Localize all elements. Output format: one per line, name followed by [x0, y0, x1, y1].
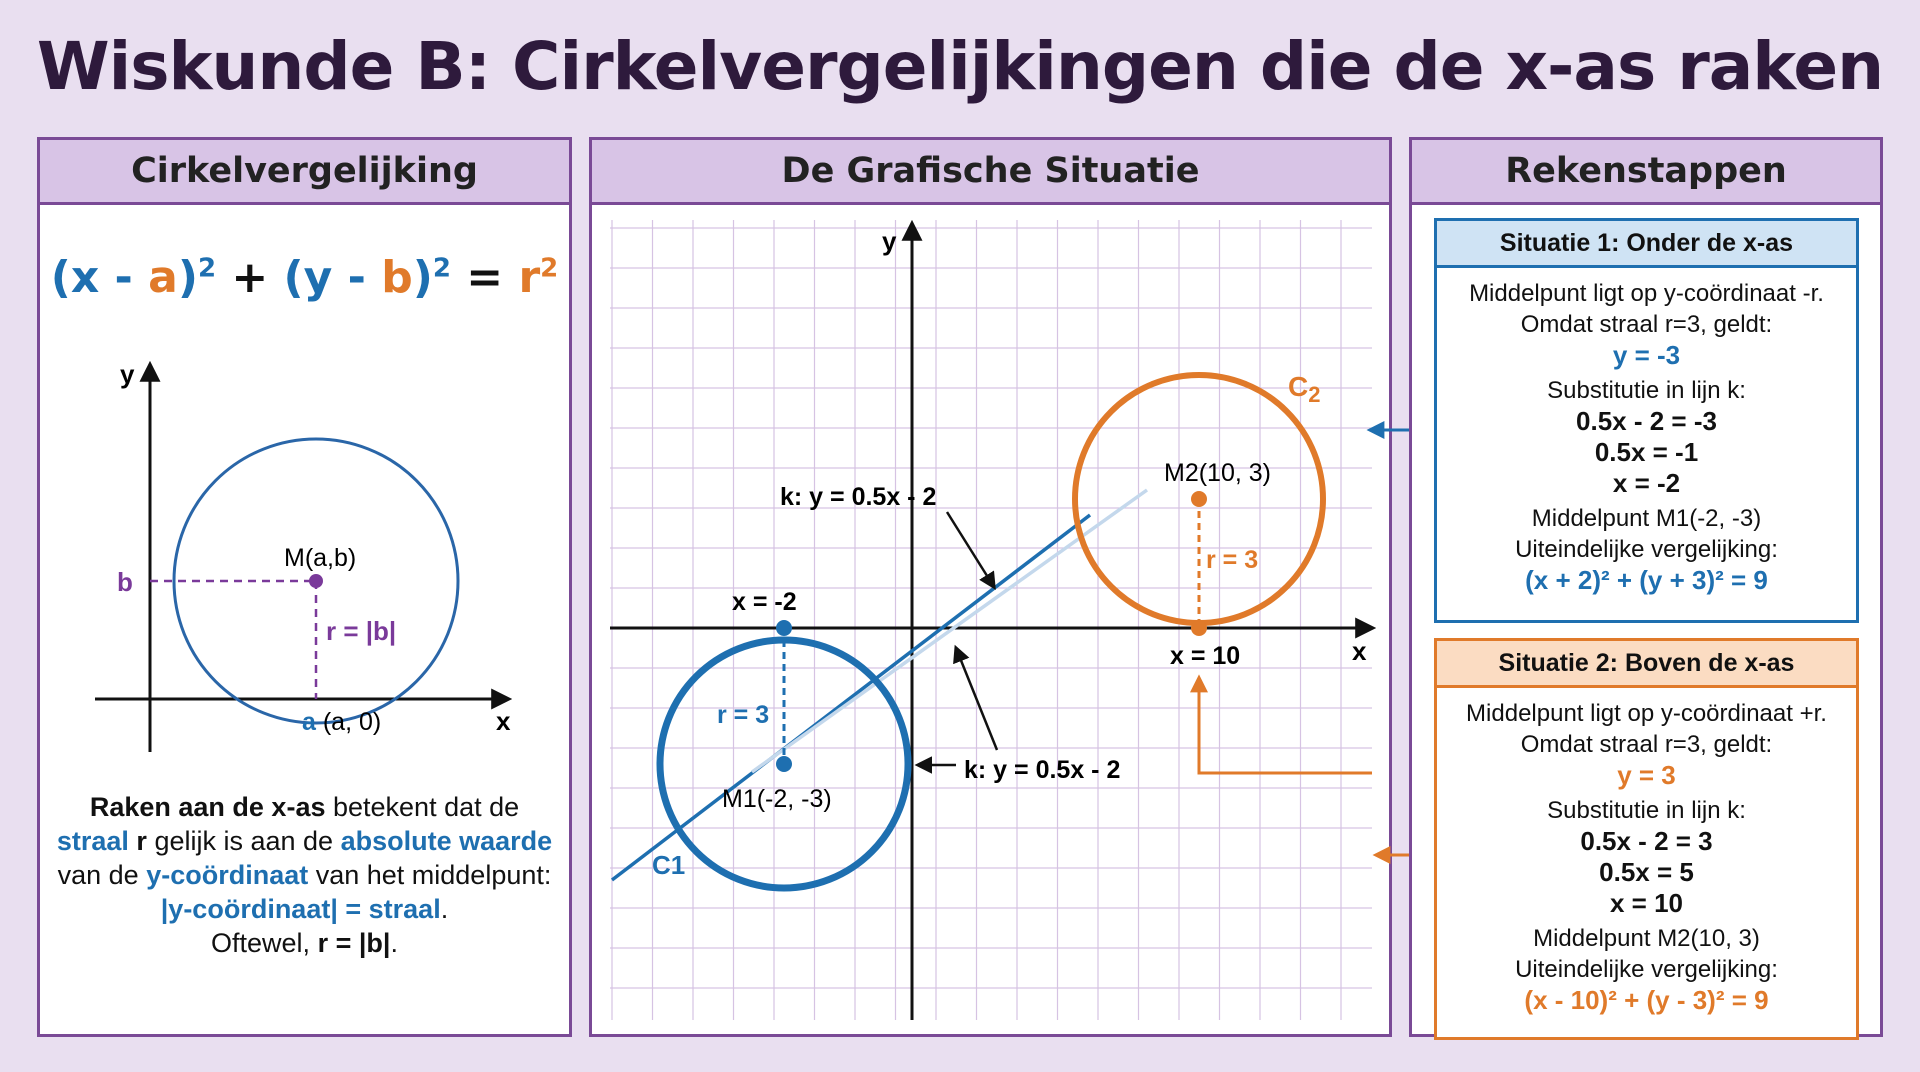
- formula-minus-1: -: [99, 252, 149, 303]
- c1-label: C1: [652, 850, 686, 880]
- formula-b: b: [381, 252, 413, 303]
- situatie-2-line: Omdat straal r=3, geldt:: [1520, 731, 1773, 758]
- situatie-2-final: (x - 10)² + (y - 3)² = 9: [1524, 985, 1769, 1015]
- situatie-2-step: 0.5x - 2 = 3: [1580, 826, 1713, 856]
- k-arrow-top: [947, 512, 994, 587]
- r1-label: r = 3: [717, 701, 770, 729]
- explain-rule: |y-coördinaat| = straal: [160, 894, 441, 924]
- explain-text: van de: [57, 860, 147, 890]
- panel-graph: [589, 137, 1392, 1037]
- c2-label-sub: 2: [1308, 382, 1321, 407]
- explain-term-r: r: [128, 826, 147, 856]
- situatie-1-step: x = -2: [1612, 468, 1681, 498]
- b-label: b: [117, 567, 133, 597]
- line-k-faded: [752, 490, 1147, 772]
- situatie-2-box: [1434, 638, 1859, 1040]
- formula-square-1: 2: [197, 253, 217, 284]
- center-point: [309, 574, 323, 588]
- k-label-top: k: y = 0.5x - 2: [780, 483, 937, 511]
- a-point-coords: (a, 0): [315, 708, 382, 736]
- explain-text: .: [440, 894, 449, 924]
- explain-term-raken: Raken aan de x-as: [89, 792, 326, 822]
- explain-line-4: [40, 926, 569, 960]
- panel-heading: De Grafische Situatie: [592, 140, 1389, 205]
- k-label-bottom: k: y = 0.5x - 2: [964, 756, 1121, 784]
- x-axis-label: x: [496, 706, 511, 736]
- explain-term-straal: straal: [56, 826, 129, 856]
- panel-circle-equation: [37, 137, 572, 1037]
- formula-close-1: ): [177, 252, 198, 303]
- formula-square-2: 2: [432, 253, 451, 284]
- graph-x-label: x: [1352, 636, 1367, 666]
- explain-line-3: [40, 892, 569, 926]
- situatie-2-y: y = 3: [1617, 760, 1676, 790]
- grid: [610, 220, 1372, 1020]
- c1-tangent-point: [776, 620, 792, 636]
- c2-tangent-point: [1191, 620, 1207, 636]
- formula-plus: +: [216, 252, 284, 303]
- explain-text: gelijk is aan de: [146, 826, 341, 856]
- a-label: a: [302, 708, 316, 736]
- explain-text: .: [390, 928, 398, 958]
- formula-r: r: [518, 252, 541, 303]
- explain-text: van het middelpunt:: [308, 860, 552, 890]
- r2-label: r = 3: [1206, 546, 1259, 574]
- situatie-1-final-label: Uiteindelijke vergelijking:: [1515, 536, 1778, 563]
- situatie-1-line: Middelpunt ligt op y-coördinaat -r.: [1469, 280, 1824, 307]
- x-minus2-label: x = -2: [732, 588, 797, 616]
- panel-heading: Cirkelvergelijking: [40, 140, 569, 205]
- tangent-point-label: [302, 708, 381, 736]
- situatie-1-mid: Middelpunt M1(-2, -3): [1531, 505, 1762, 532]
- y-axis-label: y: [120, 359, 135, 389]
- c2-label-main: C: [1288, 371, 1309, 402]
- center-label: M(a,b): [284, 544, 357, 572]
- panel-heading: Rekenstappen: [1412, 140, 1880, 205]
- situatie-2-sub: Substitutie in lijn k:: [1547, 797, 1746, 824]
- situatie-2-step: x = 10: [1609, 888, 1683, 918]
- formula-y-open: (y: [283, 252, 333, 303]
- explain-term-absolute: absolute waarde: [340, 826, 553, 856]
- situatie-1-y: y = -3: [1612, 340, 1681, 370]
- explain-line-1: [40, 790, 569, 824]
- panel-steps: [1409, 137, 1883, 1037]
- formula-close-2: ): [412, 252, 433, 303]
- line-k: [612, 515, 1090, 880]
- situatie-2-line: Middelpunt ligt op y-coördinaat +r.: [1466, 700, 1827, 727]
- m1-point: [776, 756, 792, 772]
- situatie-1-step: 0.5x = -1: [1594, 437, 1699, 467]
- situatie-1-final: (x + 2)² + (y + 3)² = 9: [1525, 565, 1768, 595]
- formula-a: a: [148, 252, 178, 303]
- explain-text: betekent dat de: [325, 792, 520, 822]
- situatie-1-box: [1434, 218, 1859, 623]
- explain-term-ycoord: y-coördinaat: [146, 860, 309, 890]
- explain-line-2: [40, 824, 569, 892]
- m1-label: M1(-2, -3): [722, 785, 832, 813]
- formula-minus-2: -: [332, 252, 382, 303]
- tangent-explanation: [40, 790, 569, 960]
- situatie-1-sub: Substitutie in lijn k:: [1547, 377, 1746, 404]
- formula-square-3: 2: [540, 253, 559, 284]
- situatie-2-heading: Situatie 2: Boven de x-as: [1437, 641, 1856, 688]
- x10-label: x = 10: [1170, 642, 1241, 670]
- formula-x-open: (x: [50, 252, 100, 303]
- situatie-1-heading: Situatie 1: Onder de x-as: [1437, 221, 1856, 268]
- explain-term-rb: r = |b|: [317, 928, 391, 958]
- situatie-1-step: 0.5x - 2 = -3: [1576, 406, 1717, 436]
- situatie-1-line: Omdat straal r=3, geldt:: [1520, 311, 1773, 338]
- formula-equals: =: [450, 252, 519, 303]
- situatie-2-step: 0.5x = 5: [1599, 857, 1694, 887]
- situatie-2-mid: Middelpunt M2(10, 3): [1533, 925, 1760, 952]
- page-title: Wiskunde B: Cirkelvergelijkingen die de x-as raken: [36, 28, 1884, 105]
- m2-label: M2(10, 3): [1164, 459, 1271, 487]
- graph-canvas: [592, 140, 1389, 1034]
- graph-y-label: y: [882, 226, 897, 256]
- situatie-2-final-label: Uiteindelijke vergelijking:: [1515, 956, 1778, 983]
- radius-label: r = |b|: [326, 616, 397, 646]
- explain-text: Oftewel,: [211, 928, 318, 958]
- m2-point: [1191, 491, 1207, 507]
- c2-label: [1288, 371, 1320, 407]
